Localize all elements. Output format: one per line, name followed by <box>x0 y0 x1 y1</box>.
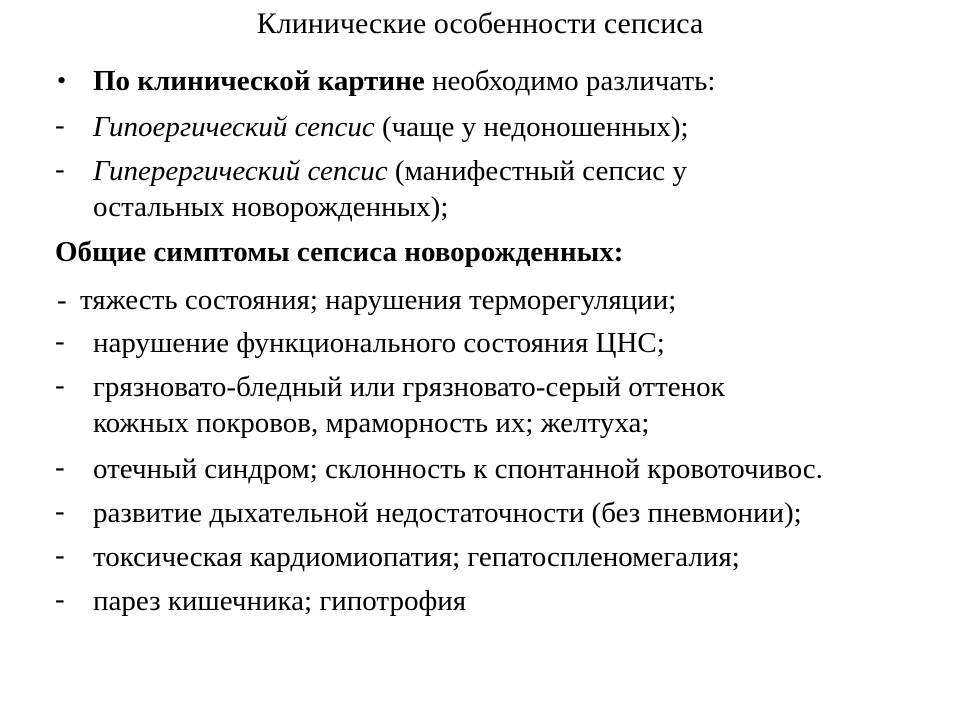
intro-line <box>93 64 715 98</box>
dash-marker: - <box>55 539 65 571</box>
dash-marker: - <box>55 369 65 401</box>
symptom-item: парез кишечника; гипотрофия <box>93 585 467 617</box>
form-hyperergic-name: Гиперергический сепсис <box>93 155 388 187</box>
form-hyperergic <box>93 154 687 188</box>
form-hypoergic-note: (чаще у недоношенных); <box>374 111 689 143</box>
slide-title: Клинические особенности сепсиса <box>256 7 704 40</box>
form-hypoergic-name: Гипоергический сепсис <box>93 111 375 143</box>
form-hyperergic-note: (манифестный сепсис у <box>387 155 687 187</box>
dash-marker: - <box>55 325 65 357</box>
dash-marker: - <box>55 109 65 141</box>
dash-marker: - <box>55 495 65 527</box>
symptom-item: развитие дыхательной недостаточности (без пневмонии); <box>93 497 802 529</box>
form-hypoergic <box>93 110 689 144</box>
symptom-item: грязновато-бледный или грязновато-серый оттенок <box>93 371 725 403</box>
symptoms-heading: Общие симптомы сепсиса новорожденных: <box>55 236 624 268</box>
dash-marker: - <box>55 451 65 483</box>
intro-rest-text: необходимо различать: <box>424 65 716 97</box>
form-hyperergic-continuation: остальных новорожденных); <box>93 191 449 223</box>
bullet-marker: • <box>57 66 67 95</box>
symptom-item: токсическая кардиомиопатия; гепатоспленомегалия; <box>93 541 740 573</box>
symptom-item-continuation: кожных покровов, мраморность их; желтуха; <box>93 407 650 439</box>
symptom-item: нарушение функционального состояния ЦНС; <box>93 327 665 359</box>
dash-marker: - <box>57 284 67 316</box>
symptom-item: тяжесть состояния; нарушения терморегуляции; <box>80 284 677 316</box>
symptom-item: отечный синдром; склонность к спонтанной кровоточивос. <box>93 453 823 485</box>
dash-marker: - <box>55 583 65 615</box>
dash-marker: - <box>55 153 65 185</box>
intro-bold-text: По клинической картине <box>93 65 425 97</box>
